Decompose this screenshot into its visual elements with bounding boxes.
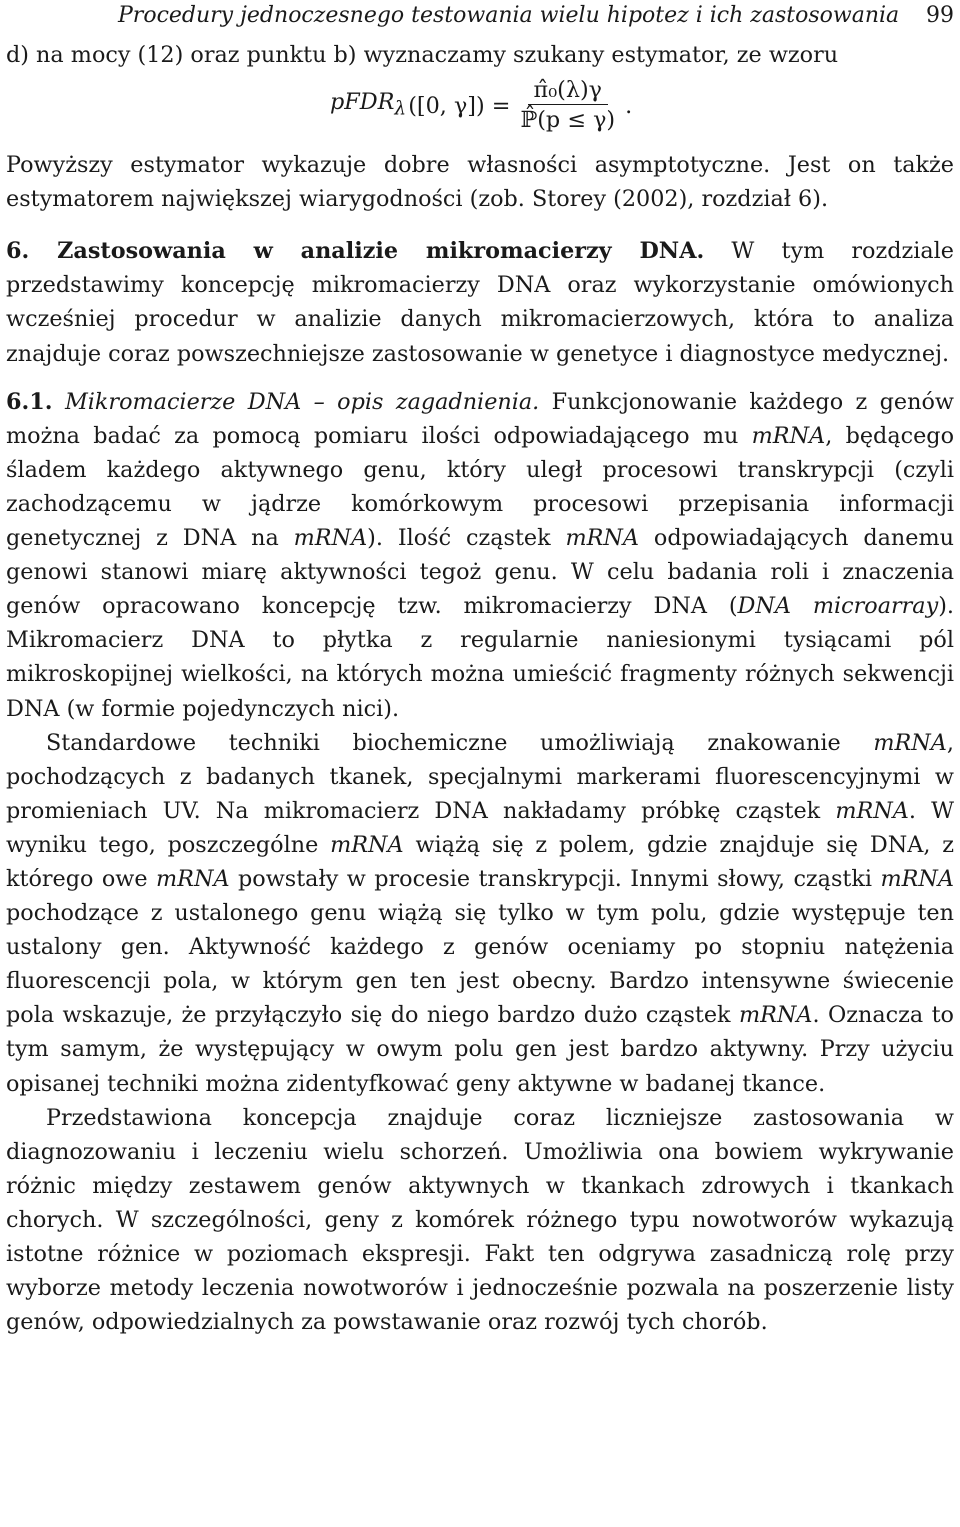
mrna-term: mRNA bbox=[873, 729, 947, 756]
subsection-title: Mikromacierze DNA – opis zagadnienia. bbox=[64, 388, 540, 415]
page-number: 99 bbox=[926, 3, 954, 28]
section-6-heading: 6. Zastosowania w analizie mikromacierzy DNA. bbox=[6, 238, 705, 265]
section-6-paragraph bbox=[6, 234, 954, 370]
pfdr-formula-block bbox=[6, 72, 954, 148]
paragraph-techniques: Standardowe techniki biochemiczne umożliwiają znakowanie mRNA, pochodzących z badanych tkanek, specjalnymi markerami fluorescencyjnymi w promieniach UV. Na mikromacierz DNA nakładamy próbkę cząstek mRNA. W wyniku tego, poszczególne mRNA wiążą się z polem, gdzie znajduje się DNA, z którego owe mRNA powstały w procesie transkrypcji. Innymi słowy, cząstki mRNA pochodzące z ustalonego genu wiążą się tylko w tym polu, gdzie występuje ten ustalony gen. Aktywność każdego z genów oceniamy po stopniu natężenia fluorescencji pola, w którym gen ten jest obecny. Bardzo intensywne świecenie pola wskazuje, że przyłączyło się do niego bardzo dużo cząstek mRNA. Oznacza to tym samym, że występujący w owym polu gen jest bardzo aktywny. Przy użyciu opisanej techniki można zidentyfkować geny aktywne w badanej tkance. bbox=[6, 729, 954, 1097]
mrna-term: mRNA bbox=[330, 831, 404, 858]
formula-subscript: λ bbox=[394, 98, 407, 120]
mrna-term: mRNA bbox=[835, 797, 909, 824]
formula-fraction bbox=[514, 76, 621, 135]
running-title: Procedury jednoczesnego testowania wielu hipotez i ich zastosowania bbox=[118, 3, 900, 28]
formula-numerator: π̂₀(λ)γ bbox=[528, 76, 608, 105]
item-d-paragraph: d) na mocy (12) oraz punktu b) wyznaczamy szukany estymator, ze wzoru bbox=[6, 42, 839, 68]
pfdr-formula bbox=[330, 76, 632, 135]
page-header bbox=[0, 0, 960, 34]
subsection-number: 6.1. bbox=[6, 388, 53, 415]
body-text bbox=[6, 38, 954, 1339]
subsection-6-1-paragraph: 6.1. Mikromacierze DNA – opis zagadnienia. Funkcjonowanie każdego z genów można badać za pomocą pomiaru ilości odpowiadającego mu mRNA, będącego śladem każdego aktywnego genu, który uległ procesowi transkrypcji (czyli zachodzącemu w jądrze komórkowym procesowi przepisania informacji genetycznej z DNA na mRNA). Ilość cząstek mRNA odpowiadających danemu genowi stanowi miarę aktywności tegoż genu. W celu badania roli i znaczenia genów opracowano koncepcję tzw. mikromacierzy DNA (DNA microarray). Mikromacierz DNA to płytka z regularnie naniesionymi tysiącami pól mikroskopijnej wielkości, na których można umieścić fragmenty różnych sekwencji DNA (w formie pojedynczych nici). bbox=[6, 388, 955, 722]
mrna-term: mRNA bbox=[156, 865, 230, 892]
formula-argument: ([0, γ]) = bbox=[408, 92, 511, 119]
mrna-term: mRNA bbox=[751, 422, 826, 449]
mrna-term: mRNA bbox=[738, 1002, 813, 1029]
formula-lhs: pFDR$_\lambda$ bbox=[330, 88, 407, 120]
dna-microarray-term: DNA microarray bbox=[737, 593, 939, 620]
mrna-term: mRNA bbox=[880, 865, 954, 892]
mrna-term: mRNA bbox=[565, 525, 640, 552]
section-6-text: W tym rozdziale przedstawimy koncepcję mikromacierzy DNA oraz wykorzystanie omówionych wcześniej procedur w analizie danych mikromacierzowych, która to analiza znajduje coraz powszechniejsze zastosowanie w genetyce i diagnostyce medycznej. bbox=[6, 238, 954, 367]
mrna-term: mRNA bbox=[293, 525, 368, 552]
formula-denominator: ℙ̂(p ≤ γ) bbox=[520, 107, 616, 134]
paragraph-applications: Przedstawiona koncepcja znajduje coraz liczniejsze zastosowania w diagnozowaniu i leczeniu wielu schorzeń. Umożliwia ona bowiem wykrywanie różnic między zestawem genów aktywnych w tkankach zdrowych i tkankach chorych. W szczególności, geny z komórek różnego typu nowotworów wykazują istotne różnice w poziomach ekspresji. Fakt ten odgrywa zasadniczą rolę przy wyborze metody leczenia nowotworów i jednocześnie pozwala na poszerzenie listy genów, odpowiedzialnych za powstawanie oraz rozwój tych chorób. bbox=[6, 1104, 954, 1336]
formula-period: . bbox=[625, 92, 633, 119]
estimator-paragraph: Powyższy estymator wykazuje dobre własności asymptotyczne. Jest on także estymatorem największej wiarygodności (zob. Storey (2002), rozdział 6). bbox=[6, 152, 954, 213]
